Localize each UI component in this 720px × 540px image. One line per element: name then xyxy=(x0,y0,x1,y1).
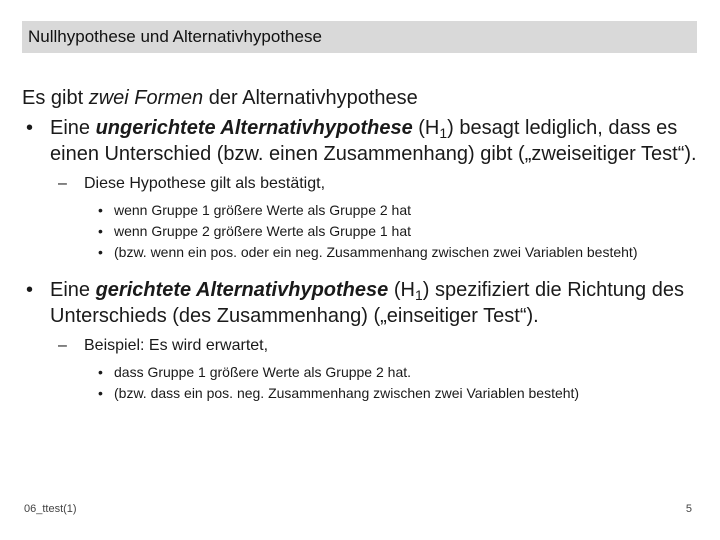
bullet-directed-post: ) spezifiziert die Richtung des Unterschieds (des Zusammenhang) („einseitiger Test“). xyxy=(50,279,684,327)
list-item-text: (bzw. wenn ein pos. oder ein neg. Zusammenhang zwischen zwei Variablen besteht) xyxy=(114,244,638,260)
bullet-undirected xyxy=(22,115,702,167)
bullet-icon: • xyxy=(98,223,103,239)
list-item-text: wenn Gruppe 1 größere Werte als Gruppe 2 hat xyxy=(114,202,412,218)
bullet-undirected-sub: 1 xyxy=(439,125,448,142)
intro-line xyxy=(22,85,702,111)
dash-icon: – xyxy=(58,175,67,192)
footer-filename: 06_ttest(1) xyxy=(24,503,77,515)
bullet-directed-pre: Eine xyxy=(50,279,96,301)
bullet-icon: • xyxy=(26,279,34,301)
page-number: 5 xyxy=(685,503,692,515)
list-item xyxy=(22,221,702,242)
bullet-icon: • xyxy=(98,385,103,401)
bullet-directed xyxy=(22,277,702,329)
sub-point-undirected-text: Diese Hypothese gilt als bestätigt, xyxy=(84,175,326,192)
sub-point-directed-text: Beispiel: Es wird erwartet, xyxy=(84,337,269,354)
intro-pre: Es gibt xyxy=(22,87,89,109)
list-item xyxy=(22,362,702,383)
slide-title-bar xyxy=(22,21,697,53)
bullet-icon: • xyxy=(98,364,103,380)
slide-title: Nullhypothese und Alternativhypothese xyxy=(28,27,322,46)
bullet-undirected-post: ) besagt lediglich, dass es einen Unterschied (bzw. einen Zusammenhang) gibt („zweiseitiger Test“). xyxy=(50,117,697,165)
list-item-text: dass Gruppe 1 größere Werte als Gruppe 2 hat. xyxy=(114,364,412,380)
list-item xyxy=(22,200,702,221)
bullet-undirected-term: ungerichtete Alternativhypothese xyxy=(95,117,413,139)
bullet-icon: • xyxy=(98,202,103,218)
list-item-text: wenn Gruppe 2 größere Werte als Gruppe 1 hat xyxy=(114,223,412,239)
bullet-undirected-pre: Eine xyxy=(50,117,96,139)
intro-post: der Alternativhypothese xyxy=(203,87,418,109)
bullet-directed-mid: (H xyxy=(388,279,415,301)
slide-content xyxy=(22,85,702,404)
sub-point-undirected xyxy=(22,173,702,194)
list-item-text: (bzw. dass ein pos. neg. Zusammenhang zwischen zwei Variablen besteht) xyxy=(114,385,580,401)
sub-point-directed xyxy=(22,335,702,356)
bullet-directed-sub: 1 xyxy=(414,287,423,304)
dash-icon: – xyxy=(58,337,67,354)
bullet-undirected-mid: (H xyxy=(412,117,440,139)
list-item xyxy=(22,383,702,404)
bullet-directed-term: gerichtete Alternativhypothese xyxy=(95,279,389,301)
bullet-icon: • xyxy=(98,244,103,260)
list-item xyxy=(22,242,702,263)
bullet-icon: • xyxy=(26,117,34,139)
intro-emphasis: zwei Formen xyxy=(88,87,204,109)
